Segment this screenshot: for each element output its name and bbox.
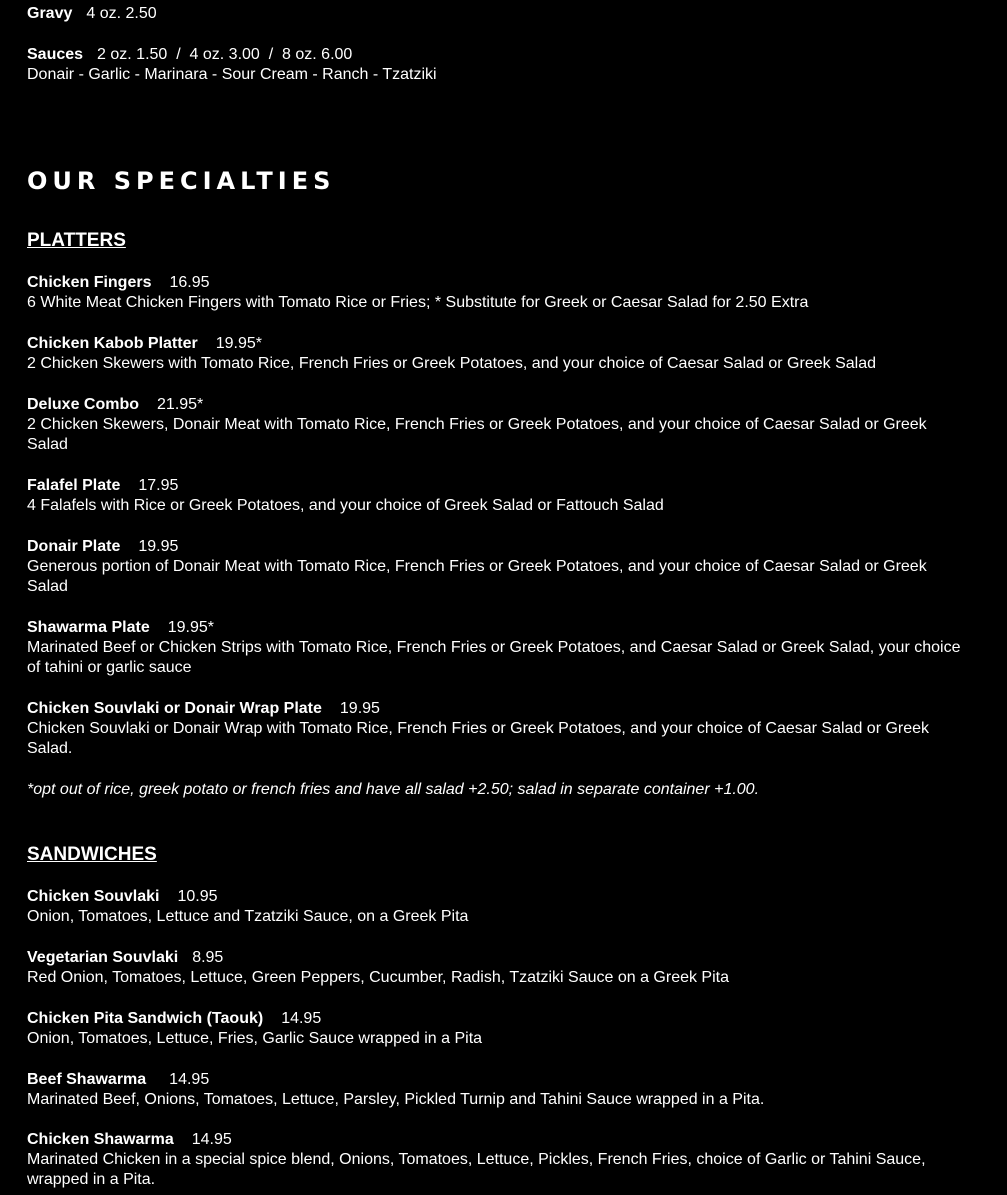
menu-item — [27, 1130, 972, 1190]
item-name: Chicken Fingers — [27, 274, 152, 291]
menu-item — [27, 699, 972, 759]
menu-item — [27, 618, 972, 678]
menu-item — [27, 537, 972, 597]
menu-item — [27, 273, 972, 313]
item-name: Shawarma Plate — [27, 619, 150, 636]
item-name: Chicken Pita Sandwich (Taouk) — [27, 1010, 264, 1027]
platters-note: *opt out of rice, greek potato or french fries and have all salad +2.50; salad in separate container +1.00. — [27, 781, 760, 798]
item-price: 21.95* — [157, 396, 204, 413]
item-description: Generous portion of Donair Meat with Tomato Rice, French Fries or Greek Potatoes, and your choice of Caesar Salad or Greek Salad — [27, 558, 927, 595]
menu-item-gravy — [27, 4, 972, 24]
item-name: Chicken Souvlaki — [27, 888, 160, 905]
item-name: Chicken Kabob Platter — [27, 335, 198, 352]
item-price: 10.95 — [177, 888, 218, 905]
item-price: 14.95 — [169, 1071, 210, 1088]
item-name: Beef Shawarma — [27, 1071, 147, 1088]
item-price: 14.95 — [191, 1131, 232, 1148]
item-name: Sauces — [27, 46, 84, 63]
category-heading-sandwiches: SANDWICHES — [27, 844, 157, 865]
item-description: Marinated Beef or Chicken Strips with Tomato Rice, French Fries or Greek Potatoes, and Caesar Salad or Greek Salad, your choice of tahini or garlic sauce — [27, 639, 961, 676]
item-price: 14.95 — [281, 1010, 322, 1027]
item-description: Donair - Garlic - Marinara - Sour Cream - Ranch - Tzatziki — [27, 66, 437, 83]
item-description: 6 White Meat Chicken Fingers with Tomato Rice or Fries; * Substitute for Greek or Caesar Salad for 2.50 Extra — [27, 294, 809, 311]
item-name: Falafel Plate — [27, 477, 121, 494]
section-title: OUR SPECIALTIES — [27, 167, 336, 195]
item-name: Chicken Shawarma — [27, 1131, 174, 1148]
item-price: 17.95 — [138, 477, 179, 494]
item-description: 4 Falafels with Rice or Greek Potatoes, and your choice of Greek Salad or Fattouch Salad — [27, 497, 664, 514]
item-price: 16.95 — [169, 274, 210, 291]
item-name: Vegetarian Souvlaki — [27, 949, 179, 966]
item-description: Red Onion, Tomatoes, Lettuce, Green Peppers, Cucumber, Radish, Tzatziki Sauce on a Greek Pita — [27, 969, 729, 986]
item-name: Gravy — [27, 5, 73, 22]
item-price: 19.95 — [138, 538, 179, 555]
item-name: Donair Plate — [27, 538, 121, 555]
menu-item — [27, 948, 972, 988]
item-description: 2 Chicken Skewers, Donair Meat with Tomato Rice, French Fries or Greek Potatoes, and your choice of Caesar Salad or Greek Salad — [27, 416, 927, 453]
item-price: 2 oz. 1.50 / 4 oz. 3.00 / 8 oz. 6.00 — [97, 46, 353, 63]
item-description: Chicken Souvlaki or Donair Wrap with Tomato Rice, French Fries or Greek Potatoes, and your choice of Caesar Salad or Greek Salad. — [27, 720, 930, 757]
menu-item — [27, 476, 972, 516]
menu-item — [27, 334, 972, 374]
item-description: Onion, Tomatoes, Lettuce, Fries, Garlic Sauce wrapped in a Pita — [27, 1030, 483, 1047]
item-description: Marinated Chicken in a special spice blend, Onions, Tomatoes, Lettuce, Pickles, French Fries, choice of Garlic or Tahini Sauce, wrapped in a Pita. — [27, 1151, 926, 1188]
item-description: Onion, Tomatoes, Lettuce and Tzatziki Sauce, on a Greek Pita — [27, 908, 469, 925]
item-description: 2 Chicken Skewers with Tomato Rice, French Fries or Greek Potatoes, and your choice of Caesar Salad or Greek Salad — [27, 355, 876, 372]
menu-item-sauces — [27, 45, 972, 85]
item-price: 19.95 — [339, 700, 380, 717]
menu-item — [27, 1070, 972, 1110]
item-price: 19.95* — [215, 335, 262, 352]
menu-item — [27, 395, 972, 455]
item-price: 19.95* — [167, 619, 214, 636]
item-price: 4 oz. 2.50 — [86, 5, 157, 22]
item-price: 8.95 — [192, 949, 224, 966]
item-name: Chicken Souvlaki or Donair Wrap Plate — [27, 700, 322, 717]
menu-item — [27, 887, 972, 927]
menu-item — [27, 1009, 972, 1049]
category-heading-platters: PLATTERS — [27, 230, 126, 251]
item-description: Marinated Beef, Onions, Tomatoes, Lettuce, Parsley, Pickled Turnip and Tahini Sauce wrapped in a Pita. — [27, 1091, 765, 1108]
item-name: Deluxe Combo — [27, 396, 140, 413]
